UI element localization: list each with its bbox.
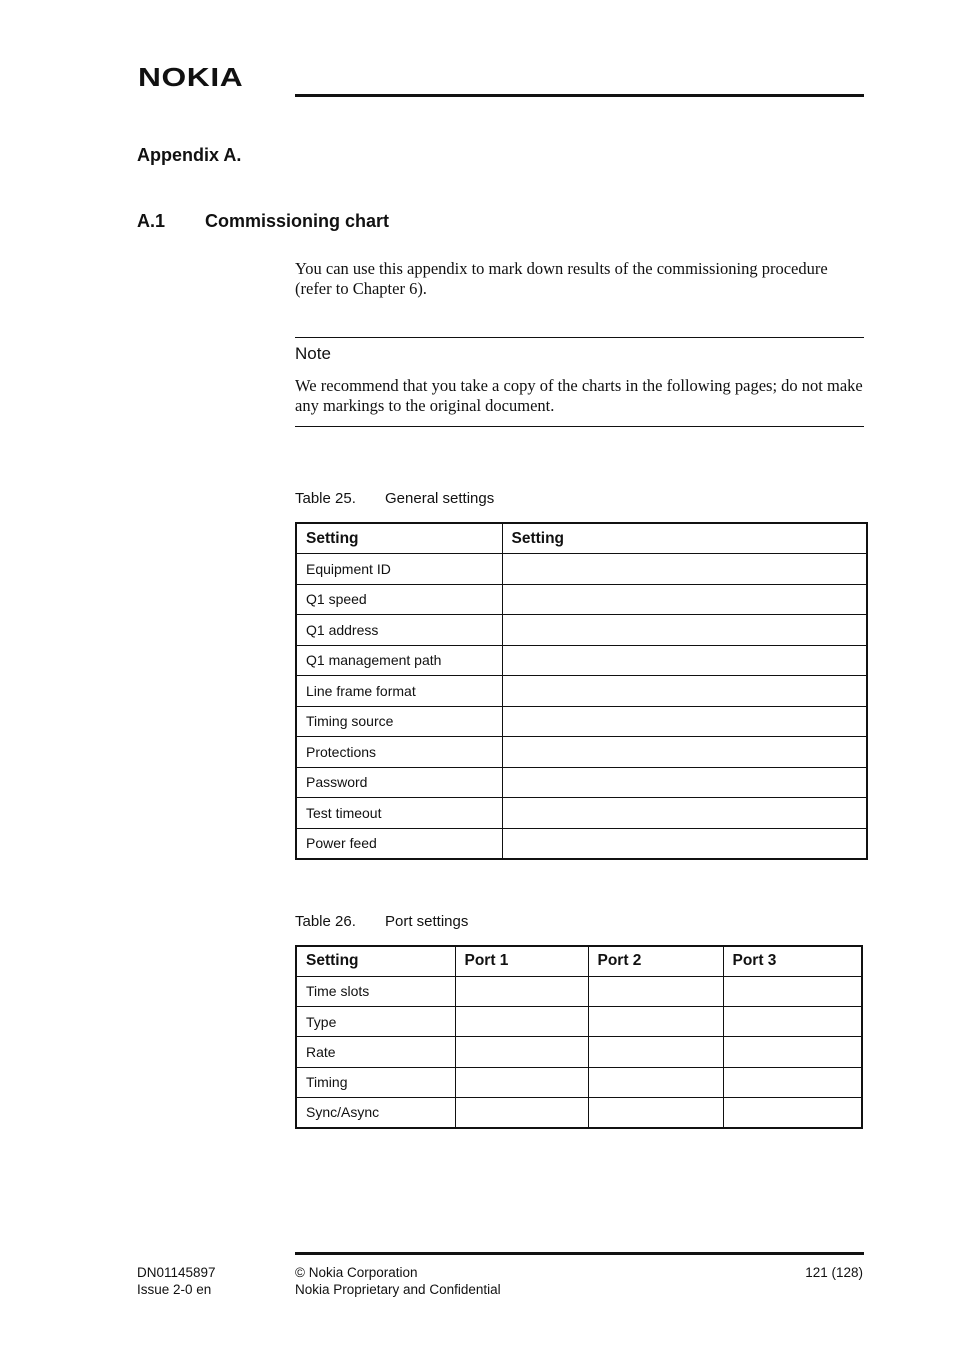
table-row (296, 737, 867, 768)
footer-rule (295, 1252, 864, 1255)
table26-caption-title: Port settings (385, 913, 469, 930)
row-label: Test timeout (296, 798, 502, 829)
value-cell (502, 584, 867, 615)
table25-caption (295, 490, 495, 507)
table-row (296, 1037, 862, 1067)
column-header: Port 3 (723, 946, 862, 976)
value-cell (455, 976, 588, 1006)
footer-issue: Issue 2-0 en (137, 1282, 212, 1297)
table26-caption-label: Table 26. (295, 913, 356, 930)
table25-caption-title: General settings (385, 490, 495, 507)
note-bottom-rule (295, 426, 864, 427)
note-title: Note (295, 344, 331, 363)
value-cell (455, 1037, 588, 1067)
section-number: A.1 (137, 211, 166, 231)
row-label: Timing (296, 1067, 455, 1097)
table-row (296, 615, 867, 646)
note-top-rule (295, 337, 864, 338)
footer-copyright: © Nokia Corporation (295, 1265, 418, 1280)
value-cell (502, 706, 867, 737)
value-cell (723, 1097, 862, 1127)
general-settings-table (295, 522, 868, 860)
table-row (296, 1097, 862, 1127)
value-cell (723, 976, 862, 1006)
table-row (296, 1067, 862, 1097)
table-row (296, 676, 867, 707)
value-cell (455, 1007, 588, 1037)
value-cell (455, 1067, 588, 1097)
value-cell (588, 1097, 723, 1127)
footer-doc-number: DN01145897 (137, 1265, 216, 1280)
row-label: Line frame format (296, 676, 502, 707)
value-cell (502, 767, 867, 798)
row-label: Type (296, 1007, 455, 1037)
table-header-row (296, 523, 867, 554)
table-row (296, 1007, 862, 1037)
section-title: Commissioning chart (205, 211, 390, 231)
table-row (296, 554, 867, 585)
table25-caption-label: Table 25. (295, 490, 356, 507)
row-label: Equipment ID (296, 554, 502, 585)
table-row (296, 645, 867, 676)
table-row (296, 767, 867, 798)
value-cell (588, 976, 723, 1006)
row-label: Timing source (296, 706, 502, 737)
value-cell (502, 798, 867, 829)
column-header: Setting (502, 523, 867, 554)
appendix-title: Appendix A. (137, 145, 242, 165)
value-cell (502, 676, 867, 707)
page-number: 121 (128) (805, 1265, 863, 1280)
value-cell (502, 737, 867, 768)
value-cell (723, 1007, 862, 1037)
table-row (296, 798, 867, 829)
row-label: Time slots (296, 976, 455, 1006)
row-label: Q1 address (296, 615, 502, 646)
intro-paragraph: You can use this appendix to mark down results of the commissioning procedure (refer to Chapter 6). (295, 259, 828, 298)
value-cell (588, 1067, 723, 1097)
value-cell (502, 615, 867, 646)
table-row (296, 976, 862, 1006)
port-settings-table (295, 945, 863, 1129)
row-label: Rate (296, 1037, 455, 1067)
value-cell (502, 645, 867, 676)
row-label: Sync/Async (296, 1097, 455, 1127)
value-cell (723, 1037, 862, 1067)
column-header: Setting (296, 523, 502, 554)
column-header: Port 2 (588, 946, 723, 976)
header-rule (295, 94, 864, 97)
row-label: Protections (296, 737, 502, 768)
column-header: Port 1 (455, 946, 588, 976)
nokia-logo: NOKIA (138, 62, 244, 92)
table26-caption (295, 913, 469, 930)
table-row (296, 584, 867, 615)
value-cell (502, 828, 867, 859)
row-label: Q1 management path (296, 645, 502, 676)
footer-confidential: Nokia Proprietary and Confidential (295, 1282, 501, 1297)
table-row (296, 706, 867, 737)
row-label: Q1 speed (296, 584, 502, 615)
row-label: Password (296, 767, 502, 798)
value-cell (723, 1067, 862, 1097)
footer-doc-info (137, 1264, 216, 1298)
footer-legal (295, 1264, 501, 1298)
value-cell (588, 1037, 723, 1067)
table-row (296, 828, 867, 859)
table-header-row (296, 946, 862, 976)
value-cell (502, 554, 867, 585)
column-header: Setting (296, 946, 455, 976)
note-text: We recommend that you take a copy of the charts in the following pages; do not make any markings to the original document. (295, 376, 863, 415)
value-cell (588, 1007, 723, 1037)
row-label: Power feed (296, 828, 502, 859)
value-cell (455, 1097, 588, 1127)
